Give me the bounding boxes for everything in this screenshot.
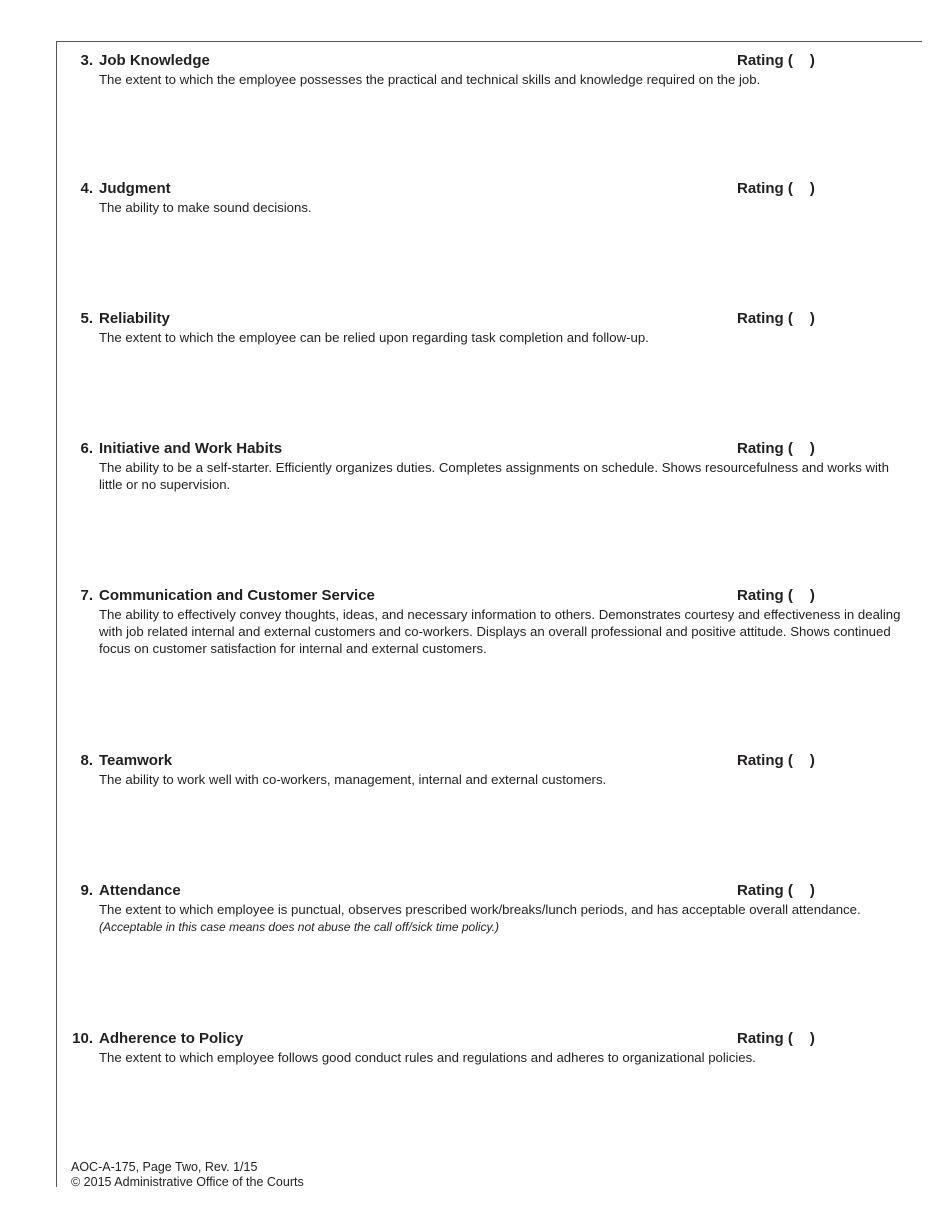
rating-field[interactable] [737,1030,815,1048]
criterion-title: Communication and Customer Service [99,587,375,604]
criterion-description: The ability to effectively convey thoughts, ideas, and necessary information to others. Demonstrates courtesy and effectiveness in dealing with job related internal and external customers and co-workers. Displays an overall professional and positive attitude. Shows continued focus on customer satisfaction for internal and external customers. [99,607,901,656]
copyright: © 2015 Administrative Office of the Courts [71,1175,304,1189]
rating-field[interactable] [737,882,815,900]
rating-close: ) [809,52,815,69]
criterion-title: Reliability [99,310,170,327]
rating-close: ) [809,440,815,457]
rating-field[interactable] [737,310,815,328]
criterion-description: The ability to work well with co-workers, management, internal and external customers. [99,772,607,787]
rating-label: Rating ( [737,52,793,69]
criterion-number: 5. [80,310,93,327]
page-footer [71,1160,304,1190]
criterion-number: 10. [72,1030,93,1047]
criterion-description: The extent to which employee is punctual, observes prescribed work/breaks/lunch periods, and has acceptable overall attendance. [99,902,861,917]
criterion-number: 8. [80,752,93,769]
criterion-number: 6. [80,440,93,457]
rating-label: Rating ( [737,1030,793,1047]
rating-field[interactable] [737,440,815,458]
criterion-title: Job Knowledge [99,52,210,69]
rating-label: Rating ( [737,310,793,327]
criterion-title: Teamwork [99,752,173,769]
rating-label: Rating ( [737,752,793,769]
rating-field[interactable] [737,180,815,198]
rating-field[interactable] [737,752,815,770]
criterion-description: The extent to which the employee possesses the practical and technical skills and knowledge required on the job. [99,72,761,87]
criterion-number: 4. [80,180,93,197]
criterion-note: (Acceptable in this case means does not abuse the call off/sick time policy.) [99,920,499,934]
criterion-number: 9. [80,882,93,899]
criterion-description: The extent to which the employee can be relied upon regarding task completion and follow-up. [99,330,649,345]
criterion-number: 3. [80,52,93,69]
rating-label: Rating ( [737,587,793,604]
criterion-description: The extent to which employee follows good conduct rules and regulations and adheres to organizational policies. [99,1050,756,1065]
criterion-title: Judgment [99,180,171,197]
rating-close: ) [809,752,815,769]
rating-label: Rating ( [737,882,793,899]
form-id: AOC-A-175, Page Two, Rev. 1/15 [71,1160,258,1174]
rating-close: ) [809,1030,815,1047]
criterion-title: Initiative and Work Habits [99,440,283,457]
rating-field[interactable] [737,52,815,70]
page-frame-left-rule [56,41,57,1187]
criterion-title: Adherence to Policy [99,1030,244,1047]
criterion-description: The ability to make sound decisions. [99,200,312,215]
rating-close: ) [809,310,815,327]
rating-close: ) [809,180,815,197]
rating-close: ) [809,882,815,899]
rating-label: Rating ( [737,180,793,197]
criterion-number: 7. [80,587,93,604]
rating-label: Rating ( [737,440,793,457]
rating-close: ) [809,587,815,604]
rating-field[interactable] [737,587,815,605]
criterion-description: The ability to be a self-starter. Efficiently organizes duties. Completes assignments on schedule. Shows resourcefulness and works with little or no supervision. [99,460,889,492]
criterion-title: Attendance [99,882,181,899]
page-frame-top-rule [56,41,922,42]
